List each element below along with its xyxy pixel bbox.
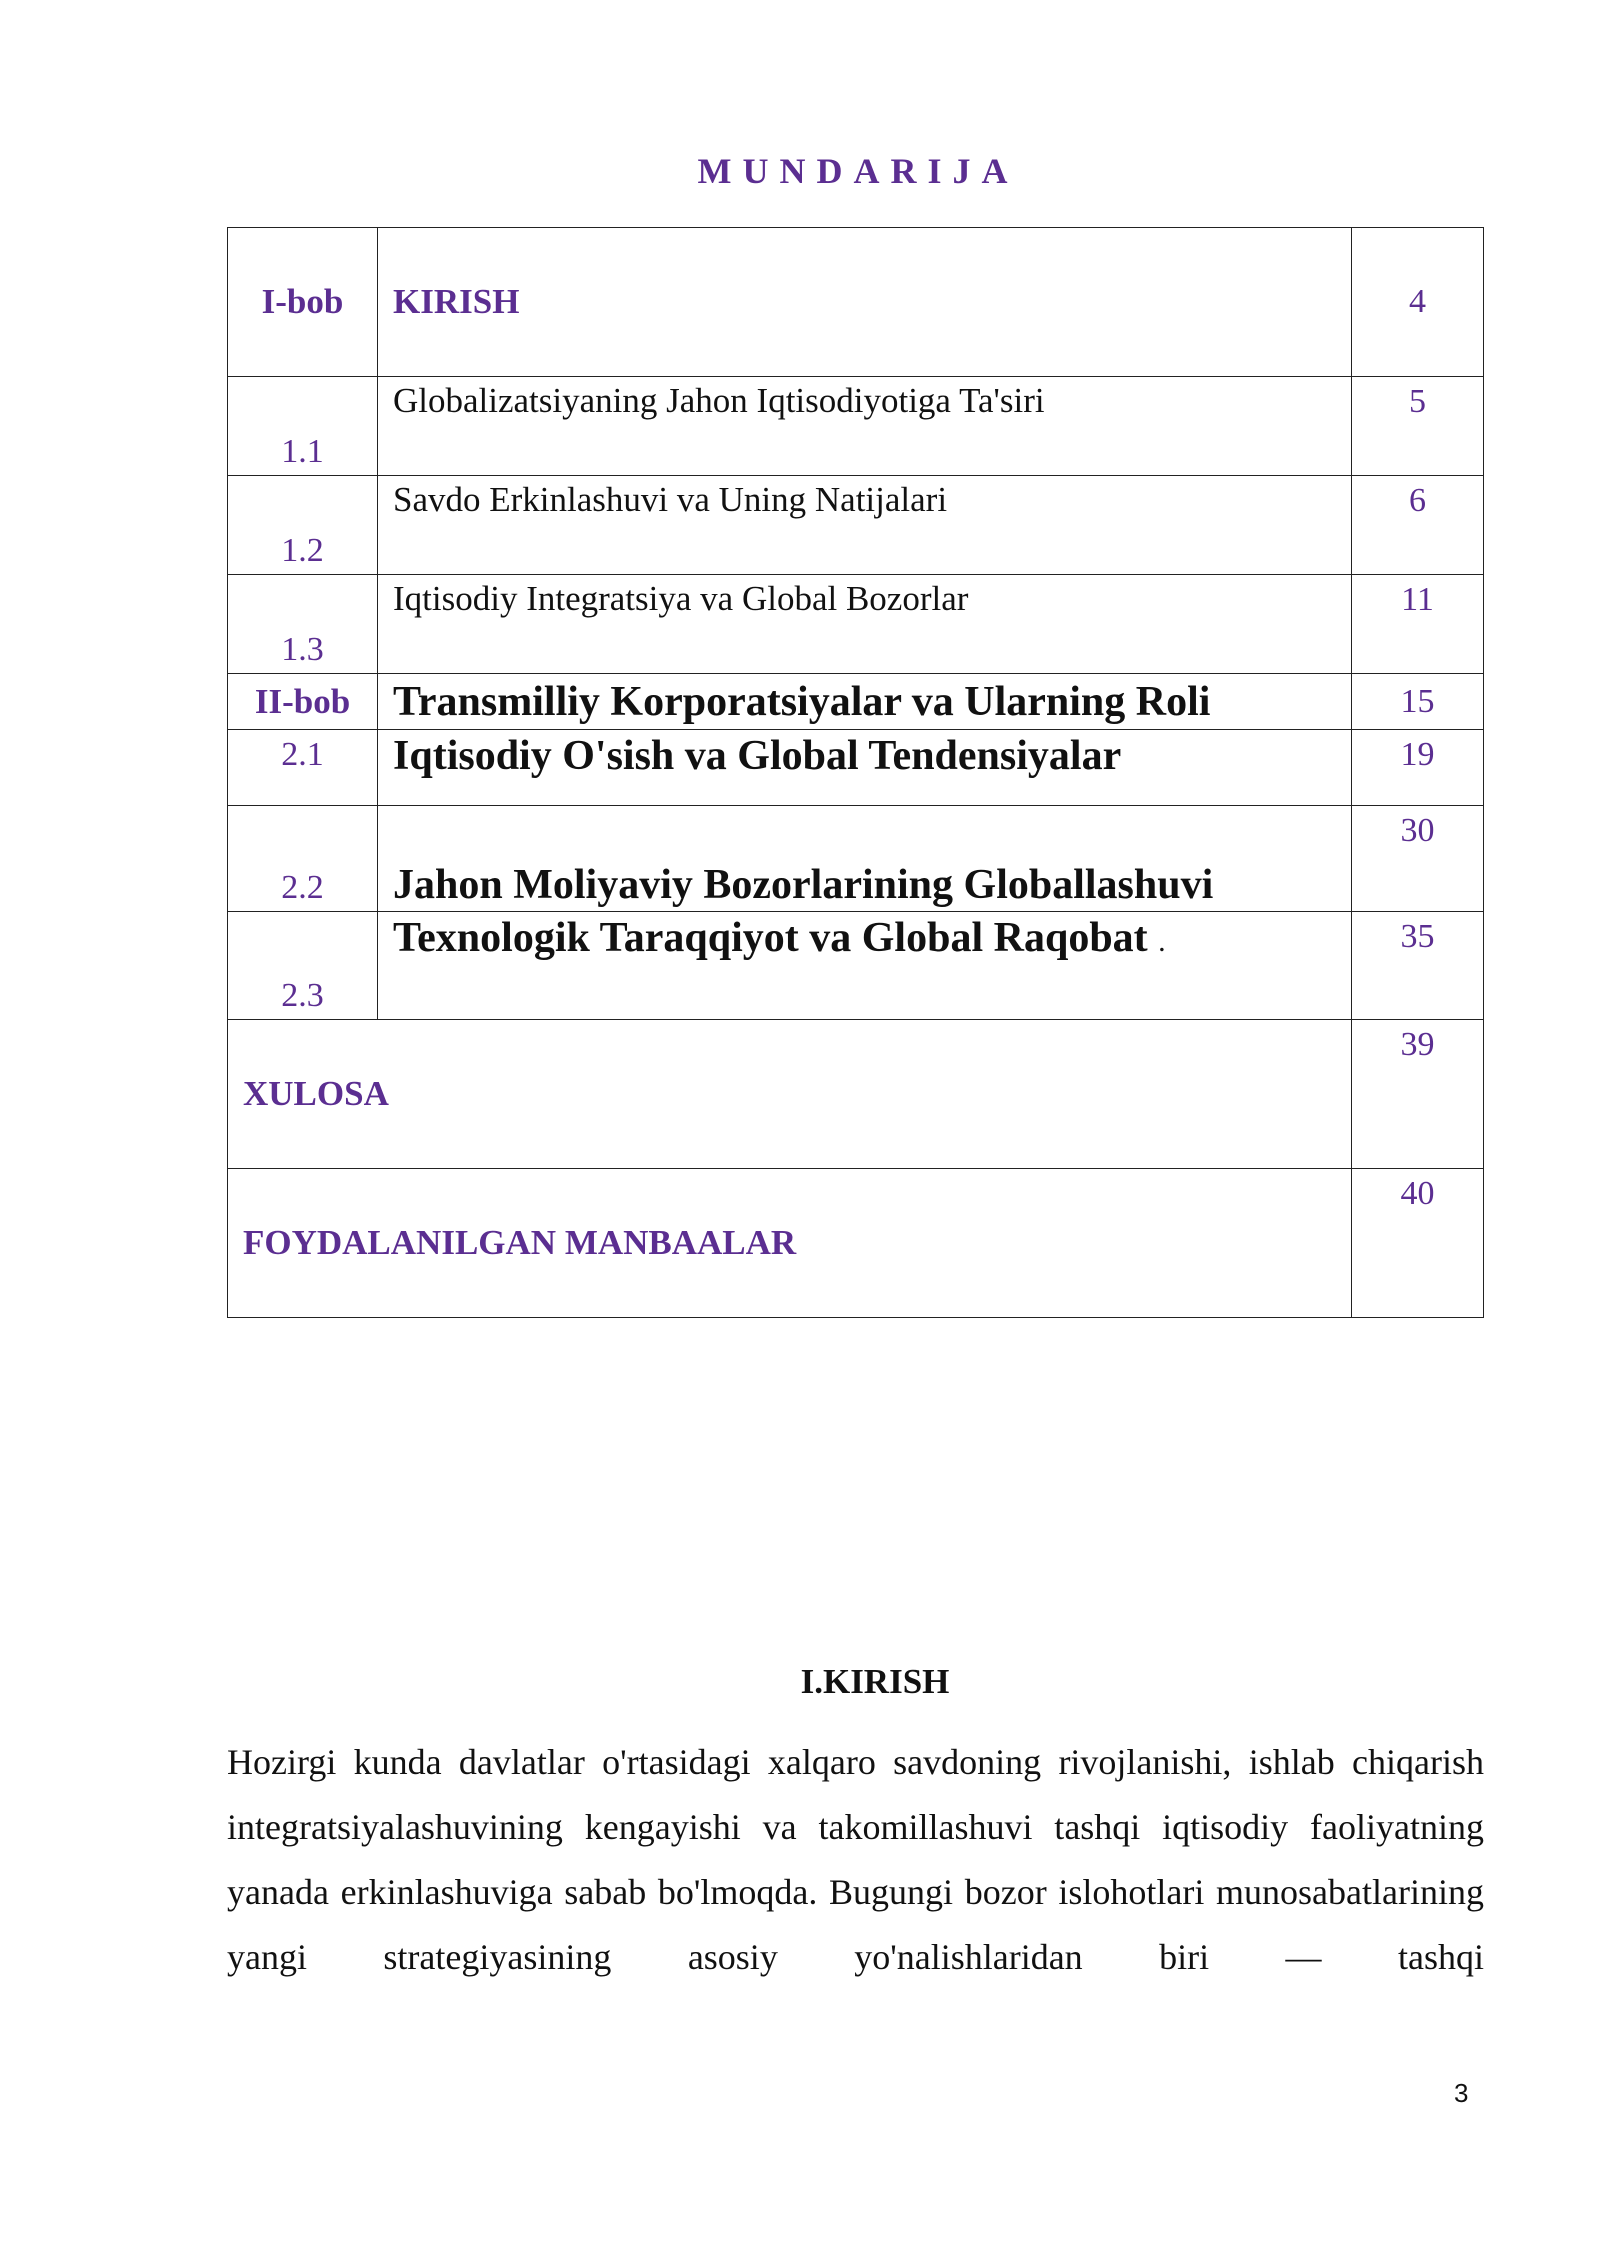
toc-row-page: 4: [1409, 283, 1426, 320]
toc-row-page: 40: [1400, 1175, 1435, 1212]
toc-row-page: 5: [1409, 383, 1426, 420]
toc-row: [228, 377, 1484, 476]
toc-row-number: II-bob: [254, 681, 351, 721]
toc-row: [228, 575, 1484, 674]
toc-row-title: Texnologik Taraqqiyot va Global Raqobat: [393, 915, 1148, 961]
toc-row-title: KIRISH: [393, 282, 520, 321]
toc-row-number: 1.2: [281, 532, 324, 569]
toc-row-title: Jahon Moliyaviy Bozorlarining Globallashuvi: [393, 862, 1214, 908]
toc-table: [227, 227, 1484, 1318]
toc-row: [228, 228, 1484, 377]
toc-row-number: 2.1: [281, 736, 324, 773]
toc-row: [228, 674, 1484, 730]
toc-row-title: Iqtisodiy O'sish va Global Tendensiyalar: [393, 733, 1122, 779]
page-number: 3: [1454, 2078, 1469, 2108]
toc-row: [228, 806, 1484, 912]
toc-row-page: 30: [1400, 812, 1435, 849]
toc-row-conclusion: [228, 1020, 1484, 1169]
toc-row-references: [228, 1169, 1484, 1318]
toc-row-number: 2.3: [281, 977, 324, 1014]
section-heading: I.KIRISH: [800, 1662, 950, 1701]
toc-row-page: 35: [1400, 918, 1435, 955]
toc-title: MUNDARIJA: [697, 151, 1019, 191]
toc-row-title: Transmilliy Korporatsiyalar va Ularning Roli: [393, 678, 1211, 725]
toc-row-number: 1.3: [281, 631, 324, 668]
toc-row-number: I-bob: [261, 282, 344, 321]
toc-row: [228, 730, 1484, 806]
toc-row-title: XULOSA: [243, 1074, 389, 1113]
toc-row-suffix: .: [1158, 925, 1166, 958]
toc-row-title: Savdo Erkinlashuvi va Uning Natijalari: [393, 480, 948, 519]
toc-row-number: 2.2: [281, 869, 324, 906]
toc-row-page: 15: [1400, 682, 1435, 720]
body-paragraph: Hozirgi kunda davlatlar o'rtasidagi xalqaro savdoning rivojlanishi, ishlab chiqarish integratsiyalashuvining kengayishi va takomillashuvi tashqi iqtisodiy faoliyatning yanada erkinlashuviga sabab bo'lmoqda. Bugungi bozor islohotlari munosabatlarining yangi strategiyasining asosiy yo'nalishlaridan biri — tashqi: [227, 1742, 1484, 1977]
toc-row-title: Iqtisodiy Integratsiya va Global Bozorlar: [393, 579, 969, 618]
toc-row-page: 6: [1409, 482, 1426, 519]
toc-row-title: FOYDALANILGAN MANBAALAR: [243, 1223, 797, 1262]
toc-row-page: 19: [1400, 736, 1435, 773]
toc-row-title-wrap: [393, 914, 1341, 962]
toc-row: [228, 476, 1484, 575]
toc-row: [228, 912, 1484, 1020]
toc-row-page: 11: [1401, 581, 1434, 618]
toc-row-number: 1.1: [281, 433, 324, 470]
toc-row-page: 39: [1400, 1026, 1435, 1063]
toc-row-title: Globalizatsiyaning Jahon Iqtisodiyotiga Ta'siri: [393, 381, 1045, 420]
